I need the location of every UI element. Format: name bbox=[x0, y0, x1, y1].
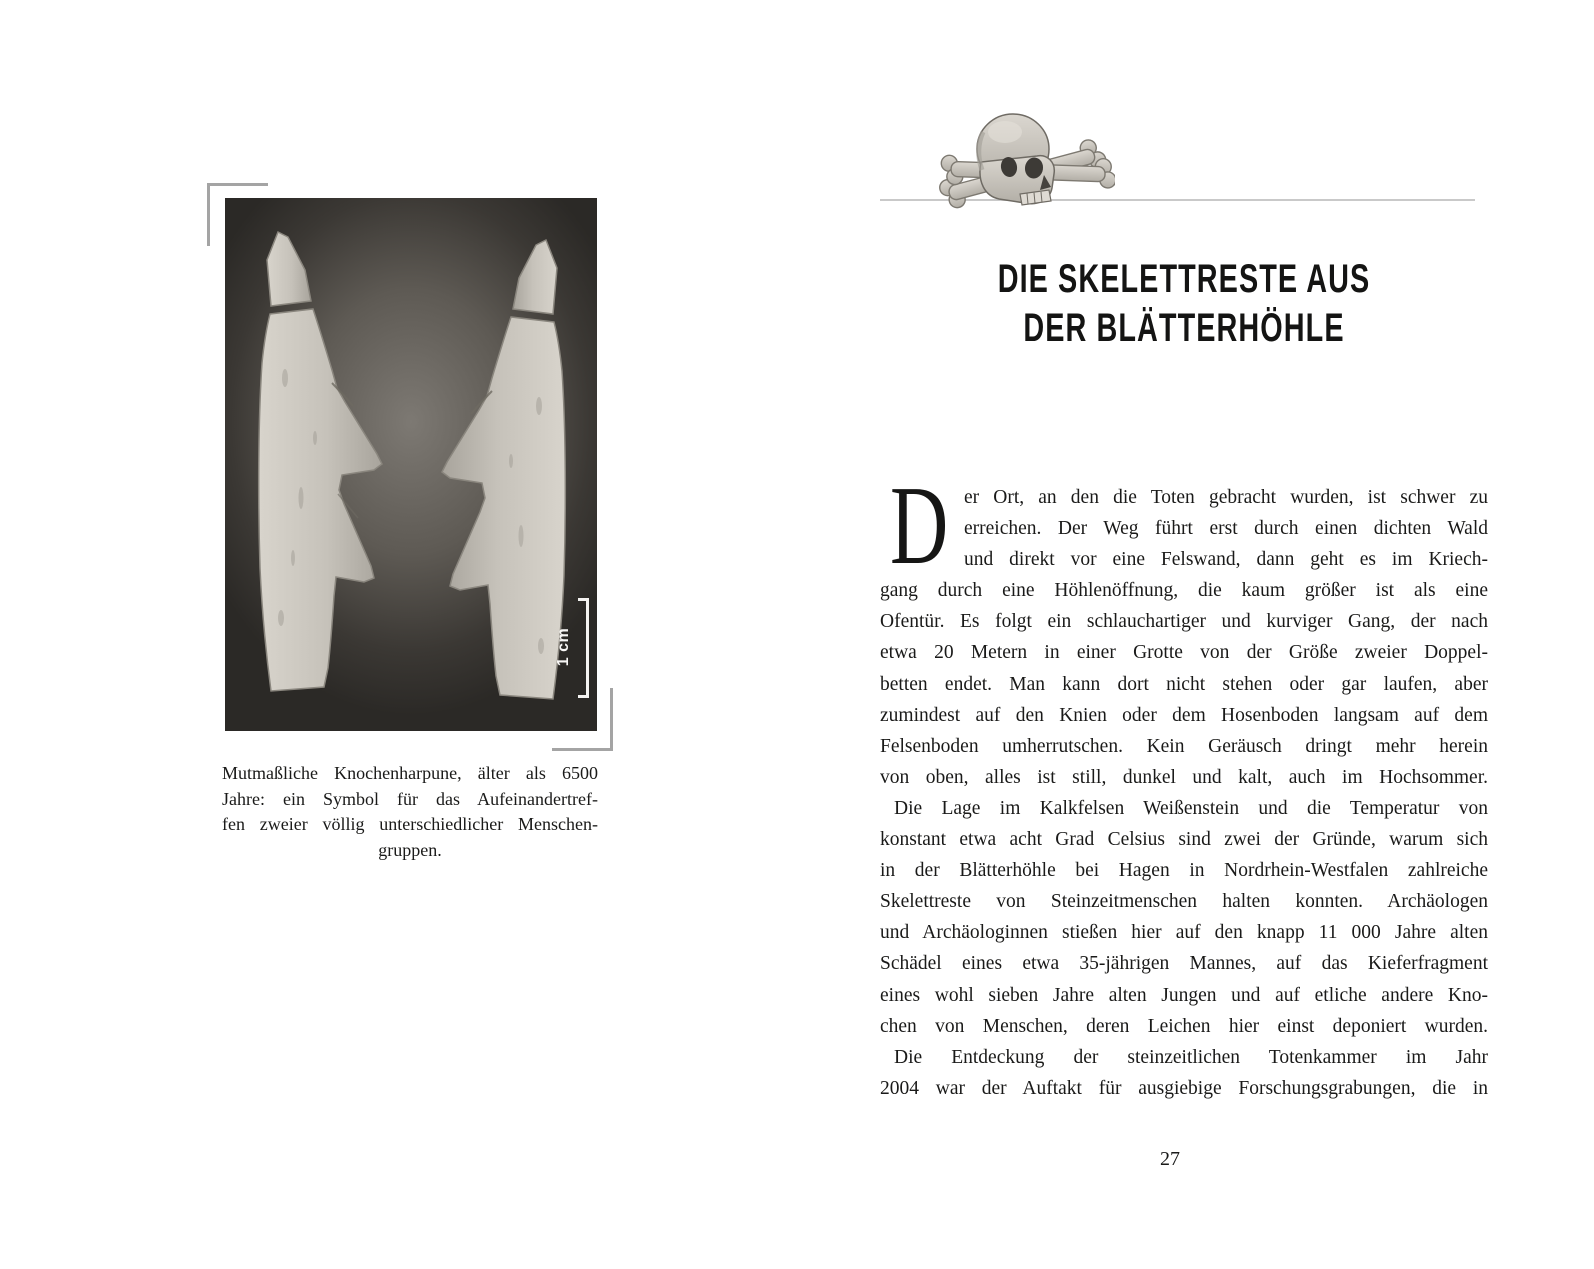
harpoon-right bbox=[442, 240, 565, 699]
caption-line: fen zweier völlig unterschiedlicher Menschen- bbox=[222, 814, 598, 835]
figure-photo bbox=[225, 198, 597, 731]
page-number: 27 bbox=[1160, 1148, 1180, 1170]
body-line: zumindest auf den Knien oder dem Hosenboden langsam auf dem bbox=[880, 704, 1488, 726]
skull-crossbones-icon bbox=[925, 104, 1115, 216]
scale-bar-tick-top bbox=[578, 598, 589, 601]
harpoon-left bbox=[259, 232, 382, 691]
chapter-title-line-1: DIE SKELETTRESTE AUS bbox=[997, 257, 1371, 301]
body-line: 2004 war der Auftakt für ausgiebige Forschungsgrabungen, die in bbox=[880, 1077, 1488, 1099]
body-line: Die Lage im Kalkfelsen Weißenstein und die Temperatur von bbox=[894, 797, 1488, 819]
body-line: und Archäologinnen stießen hier auf den knapp 11 000 Jahre alten bbox=[880, 922, 1488, 944]
bone-harpoons-illustration bbox=[225, 198, 597, 731]
caption-line: gruppen. bbox=[378, 839, 442, 860]
body-line: Skelettreste von Steinzeitmenschen halten konnten. Archäologen bbox=[880, 891, 1488, 913]
body-line: er Ort, an den die Toten gebracht wurden, ist schwer zu bbox=[964, 487, 1488, 508]
figure-caption bbox=[222, 761, 598, 863]
scale-bar-tick-bottom bbox=[578, 695, 589, 698]
body-text bbox=[880, 482, 1488, 1104]
chapter-title-line-2: DER BLÄTTERHÖHLE bbox=[1023, 306, 1345, 350]
body-line: erreichen. Der Weg führt erst durch einen dichten Wald bbox=[964, 518, 1488, 540]
chapter-title bbox=[880, 255, 1488, 353]
caption-line: Jahre: ein Symbol für das Aufeinandertref- bbox=[222, 788, 598, 809]
body-line: von oben, alles ist still, dunkel und kalt, auch im Hochsommer. bbox=[880, 766, 1488, 788]
body-line: gang durch eine Höhlenöffnung, die kaum größer ist als eine bbox=[880, 580, 1488, 602]
body-line: eines wohl sieben Jahre alten Jungen und auf etliche andere Kno- bbox=[880, 984, 1488, 1006]
body-line: in der Blätterhöhle bei Hagen in Nordrhein-Westfalen zahlreiche bbox=[880, 860, 1488, 882]
scale-label: 1 cm bbox=[555, 627, 572, 667]
caption-line: Mutmaßliche Knochenharpune, älter als 6500 bbox=[222, 763, 598, 783]
body-line: und direkt vor eine Felswand, dann geht es im Kriech- bbox=[964, 549, 1488, 571]
scale-bar bbox=[586, 598, 589, 698]
drop-cap: D bbox=[890, 464, 949, 588]
body-line: Ofentür. Es folgt ein schlauchartiger und kurviger Gang, der nach bbox=[880, 611, 1488, 633]
body-line: Felsenboden umherrutschen. Kein Geräusch dringt mehr herein bbox=[880, 735, 1488, 757]
body-line: chen von Menschen, deren Leichen hier einst deponiert wurden. bbox=[880, 1015, 1488, 1037]
body-line: etwa 20 Metern in einer Grotte von der Größe zweier Doppel- bbox=[880, 642, 1488, 664]
body-line: betten endet. Man kann dort nicht stehen oder gar laufen, aber bbox=[880, 673, 1488, 695]
body-line: Die Entdeckung der steinzeitlichen Totenkammer im Jahr bbox=[894, 1046, 1488, 1068]
body-line: Schädel eines etwa 35-jährigen Mannes, auf das Kieferfragment bbox=[880, 953, 1488, 975]
body-line: konstant etwa acht Grad Celsius sind zwei der Gründe, warum sich bbox=[880, 829, 1488, 851]
